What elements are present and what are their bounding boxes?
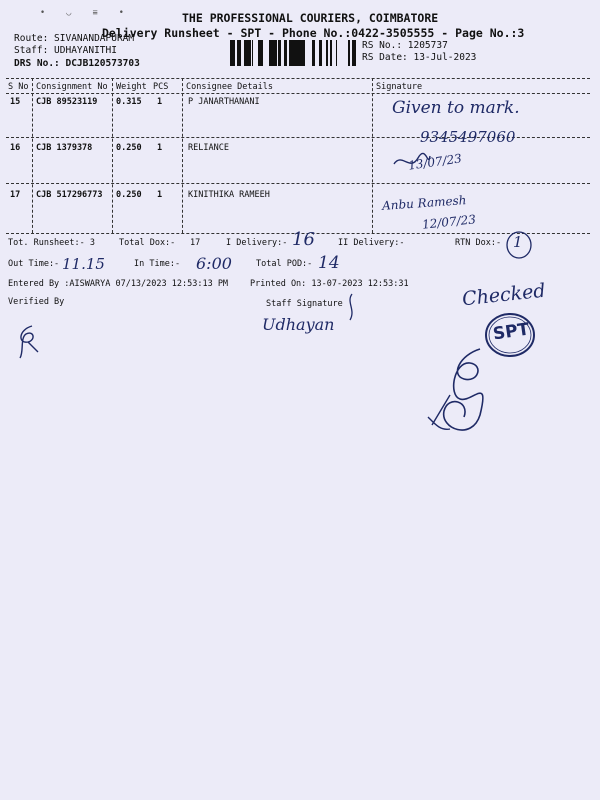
barcode-bar [237,40,240,66]
handwritten-receiver-name: Anbu Ramesh [381,193,467,213]
handwritten-date: 12/07/23 [421,212,477,232]
out-time-label: Out Time:- [8,259,60,269]
row-rule [6,183,590,184]
barcode-bar [258,40,260,66]
col-divider [372,78,373,233]
handwritten-delivery-count: 16 [292,229,315,250]
barcode-bar [319,40,322,66]
barcode-bar [348,40,350,66]
company-name: THE PROFESSIONAL COURIERS, COIMBATORE [182,11,439,25]
barcode-bar [234,40,235,66]
tot-runsheet: Tot. Runsheet:- 3 [8,238,95,248]
col-header-pcs: PCS [153,82,169,92]
barcode-bar [284,40,287,66]
handwritten-staff-signature: Udhayan [262,315,335,334]
runsheet-title: Delivery Runsheet - SPT - Phone No.:0422-3505555 - Page No.:3 [102,26,525,40]
handwritten-date: 13/07/23 [407,151,463,173]
barcode-bar [312,40,315,66]
verifier-initials-signature [14,322,44,362]
handwritten-total-pod: 14 [318,253,340,273]
barcode-bar [274,40,277,66]
rtn-dox-label: RTN Dox:- [455,238,502,248]
barcode-bar [232,40,234,66]
handwritten-in-time: 6:00 [196,254,232,273]
in-time-label: In Time:- [134,259,181,269]
row-consignment: CJB 89523119 [36,97,98,107]
row-sno: 16 [10,143,21,153]
barcode-bar [240,40,241,66]
row-pcs: 1 [157,97,163,107]
barcode-bar [294,40,297,66]
barcode-bar [352,40,353,66]
handwritten-phone: 9345497060 [420,128,516,146]
barcode-bar [301,40,303,66]
row-pcs: 1 [157,190,163,200]
verified-by-label: Verified By [8,297,65,307]
barcode-bar [269,40,271,66]
row-consignee: RELIANCE [188,143,229,153]
col-divider [112,78,113,233]
row-consignee: KINITHIKA RAMEEH [188,190,270,200]
col-header-signature: Signature [376,82,423,92]
col-divider [32,78,33,233]
staff-signature-label: Staff Signature [266,299,343,309]
route-label: Route: SIVANANDAPURAM [14,33,135,44]
barcode-bar [336,40,337,66]
printed-on: Printed On: 13-07-2023 12:53:31 [250,279,409,289]
col-header-consignment: Consignment No [36,82,108,92]
row-weight: 0.250 [116,143,142,153]
row-consignment: CJB 517296773 [36,190,103,200]
staff-label: Staff: UDHAYANITHI [14,45,117,56]
barcode-bar [303,40,305,66]
barcode-bar [330,40,331,66]
barcode-bar [252,40,253,66]
table-top-rule [6,78,590,79]
barcode-bar [244,40,246,66]
handwritten-out-time: 11.15 [62,255,105,273]
entered-by: Entered By :AISWARYA 07/13/2023 12:53:13 PM [8,279,229,289]
row-consignee: P JANARTHANANI [188,97,260,107]
barcode-bar [298,40,301,66]
total-pod-label: Total POD:- [256,259,313,269]
barcode-bar [278,40,281,66]
row-weight: 0.250 [116,190,142,200]
handwritten-rtn-count: 1 [513,233,523,251]
row-sno: 15 [10,97,21,107]
col-divider [182,78,183,233]
row-pcs: 1 [157,143,163,153]
col-header-consignee: Consignee Details [186,82,273,92]
col-header-sno: S No [8,82,29,92]
barcode-bar [289,40,291,66]
rs-date-label: RS Date: 13-Jul-2023 [362,52,477,63]
row-consignment: CJB 1379378 [36,143,93,153]
total-dox-value: 17 [190,238,201,248]
barcode [230,40,356,66]
col-header-weight: Weight [116,82,147,92]
ii-delivery-label: II Delivery:- [338,238,405,248]
total-dox-label: Total Dox:- [119,238,176,248]
barcode-bar [260,40,261,66]
stamp-text: SPT [491,319,531,345]
barcode-bar [271,40,274,66]
rs-no-label: RS No.: 1205737 [362,40,448,51]
i-delivery-label: I Delivery:- [226,238,288,248]
barcode-bar [326,40,328,66]
barcode-bar [331,40,332,66]
barcode-bar [291,40,294,66]
signature-scribble [342,292,362,322]
handwritten-note: Given to mark. [392,98,520,118]
table-header-rule [6,93,590,94]
handwritten-checked: Checked [461,279,547,311]
barcode-bar [246,40,249,66]
header-marks: • ◡ ≡ • [40,8,132,18]
barcode-bar [353,40,356,66]
row-sno: 17 [10,190,21,200]
barcode-bar [261,40,263,66]
row-weight: 0.315 [116,97,142,107]
drs-label: DRS No.: DCJB120573703 [14,58,140,69]
signature-scribble [420,345,510,445]
barcode-bar [230,40,232,66]
barcode-bar [249,40,251,66]
barcode-bar [297,40,298,66]
